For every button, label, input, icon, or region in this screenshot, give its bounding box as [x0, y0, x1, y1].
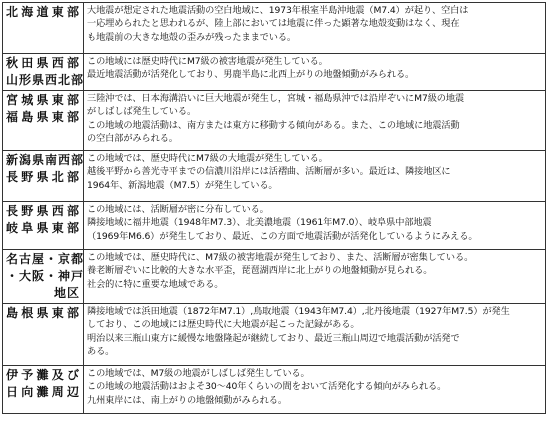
region-cell [3, 202, 84, 250]
table-row [3, 54, 546, 91]
description-cell [84, 202, 546, 250]
region-name: 北海道東部 [6, 5, 80, 19]
description-cell [84, 151, 546, 202]
description-line: 最近地震活動が活発化しており、男鹿半島に北西上がりの地盤傾動がみられる。 [87, 69, 415, 81]
table-row [3, 304, 546, 366]
description-line: この地域の地震活動は、南方または東方に移動する傾向がある。また、この地域に地震活動 [87, 119, 460, 131]
description-line: 九州東岸には、南上がりの地盤傾動がみられる。 [87, 394, 287, 406]
table-row [3, 151, 546, 202]
region-name: 山形県西北部 [6, 73, 85, 87]
region-name: 地区 [53, 286, 80, 300]
description-line: 三陸沖では、日本海溝沿いに巨大地震が発生し，宮城・福島県沖では沿岸ぞいにM7級の地震 [87, 93, 465, 104]
region-name: 岐阜県東部 [6, 221, 80, 235]
description-line: 隣接地域では浜田地震（1872年M7.1）,鳥取地震（1943年M7.4）,北丹後地震（1927年M7.5）が発生 [87, 306, 510, 317]
description-line: この地域には歴史時代にM7級の被害地震が発生している。 [87, 56, 328, 67]
region-cell [3, 91, 84, 151]
region-name: 新潟県南西部 [6, 153, 85, 167]
region-name: 長野県西部 [6, 204, 80, 218]
description-line: 隣接地域に福井地震（1948年M7.3）、北美濃地震（1961年M7.0）、岐阜県中部地震 [87, 217, 432, 229]
region-name: 宮城県東部 [6, 93, 80, 107]
region-cell [3, 304, 84, 366]
region-name: ・大阪・神戸 [6, 269, 85, 283]
description-line: も地震前の大きな地殻の歪みが残ったままでいる。 [87, 31, 297, 43]
table-row [3, 202, 546, 250]
region-name: 長野県北部 [6, 170, 80, 184]
description-cell [84, 3, 546, 54]
table-row [3, 3, 546, 54]
description-line: 明治以来三瓶山東方に緩慢な地盤隆起が継続しており、最近三瓶山周辺で地震活動が活発で [87, 332, 460, 344]
description-line: この地域では、歴史時代に、M7級の被害地震が発生しており、また、活断層が密集している。 [87, 252, 474, 263]
description-line: 越後平野から善光寺平までの信濃川沿岸には活褶曲、活断層が多い。最近は、隣接地区に [87, 166, 451, 178]
region-cell [3, 151, 84, 202]
table-row [3, 91, 546, 151]
region-cell [3, 250, 84, 304]
region-name: 福島県東部 [6, 110, 80, 124]
region-name: 島根県東部 [6, 306, 80, 320]
description-line: がしばしば発生している。 [87, 106, 197, 118]
description-line: この地域の地震活動はおよそ30〜40年くらいの間をおいて活発化する傾向がみられる。 [87, 381, 447, 393]
description-line: 社会的に特に重要な地域である。 [87, 278, 224, 290]
document-page [2, 2, 548, 420]
description-cell [84, 304, 546, 366]
region-name: 名古屋・京都 [6, 252, 85, 266]
description-line: 養老断層ぞいに比較的大きな水平歪，琵琶湖西岸に北上がりの地盤傾動が見られる。 [87, 265, 433, 277]
description-line: （1969年M6.6）が発生しており、最近、この方面で地震活動が活発化しているようにみえる。 [87, 230, 478, 242]
table-row [3, 250, 546, 304]
description-line: の空白部がみられる。 [87, 133, 178, 145]
description-line: 一応埋められたと思われるが、陸上部においては地震に伴った顕著な地殻変動はなく、現在 [87, 18, 460, 30]
description-line: 1964年、新潟地震（M7.5）が発生している。 [87, 179, 278, 191]
description-cell [84, 54, 546, 91]
earthquake-region-table [2, 2, 546, 414]
region-name: 秋田県西部 [6, 56, 80, 70]
description-line: この地域では、M7級の地震がしばしば発生している。 [87, 368, 310, 379]
description-line: ある。 [87, 346, 115, 358]
description-line: 大地震が想定された地震活動の空白地域に、1973年根室半島沖地震（M7.4）が起り、空白は [87, 5, 469, 16]
table-row [3, 366, 546, 414]
description-line: しており、この地域には歴史時代に大地震が起こった記録がある。 [87, 319, 360, 331]
description-line: この地域では、歴史時代にM7級の大地震が発生している。 [87, 153, 328, 164]
description-cell [84, 250, 546, 304]
region-cell [3, 366, 84, 414]
region-name: 伊予灘及び [6, 368, 80, 382]
description-cell [84, 91, 546, 151]
region-cell [3, 54, 84, 91]
description-cell [84, 366, 546, 414]
region-cell [3, 3, 84, 54]
region-name: 日向灘周辺 [6, 385, 80, 399]
description-line: この地域には、活断層が密に分布している。 [87, 204, 269, 215]
